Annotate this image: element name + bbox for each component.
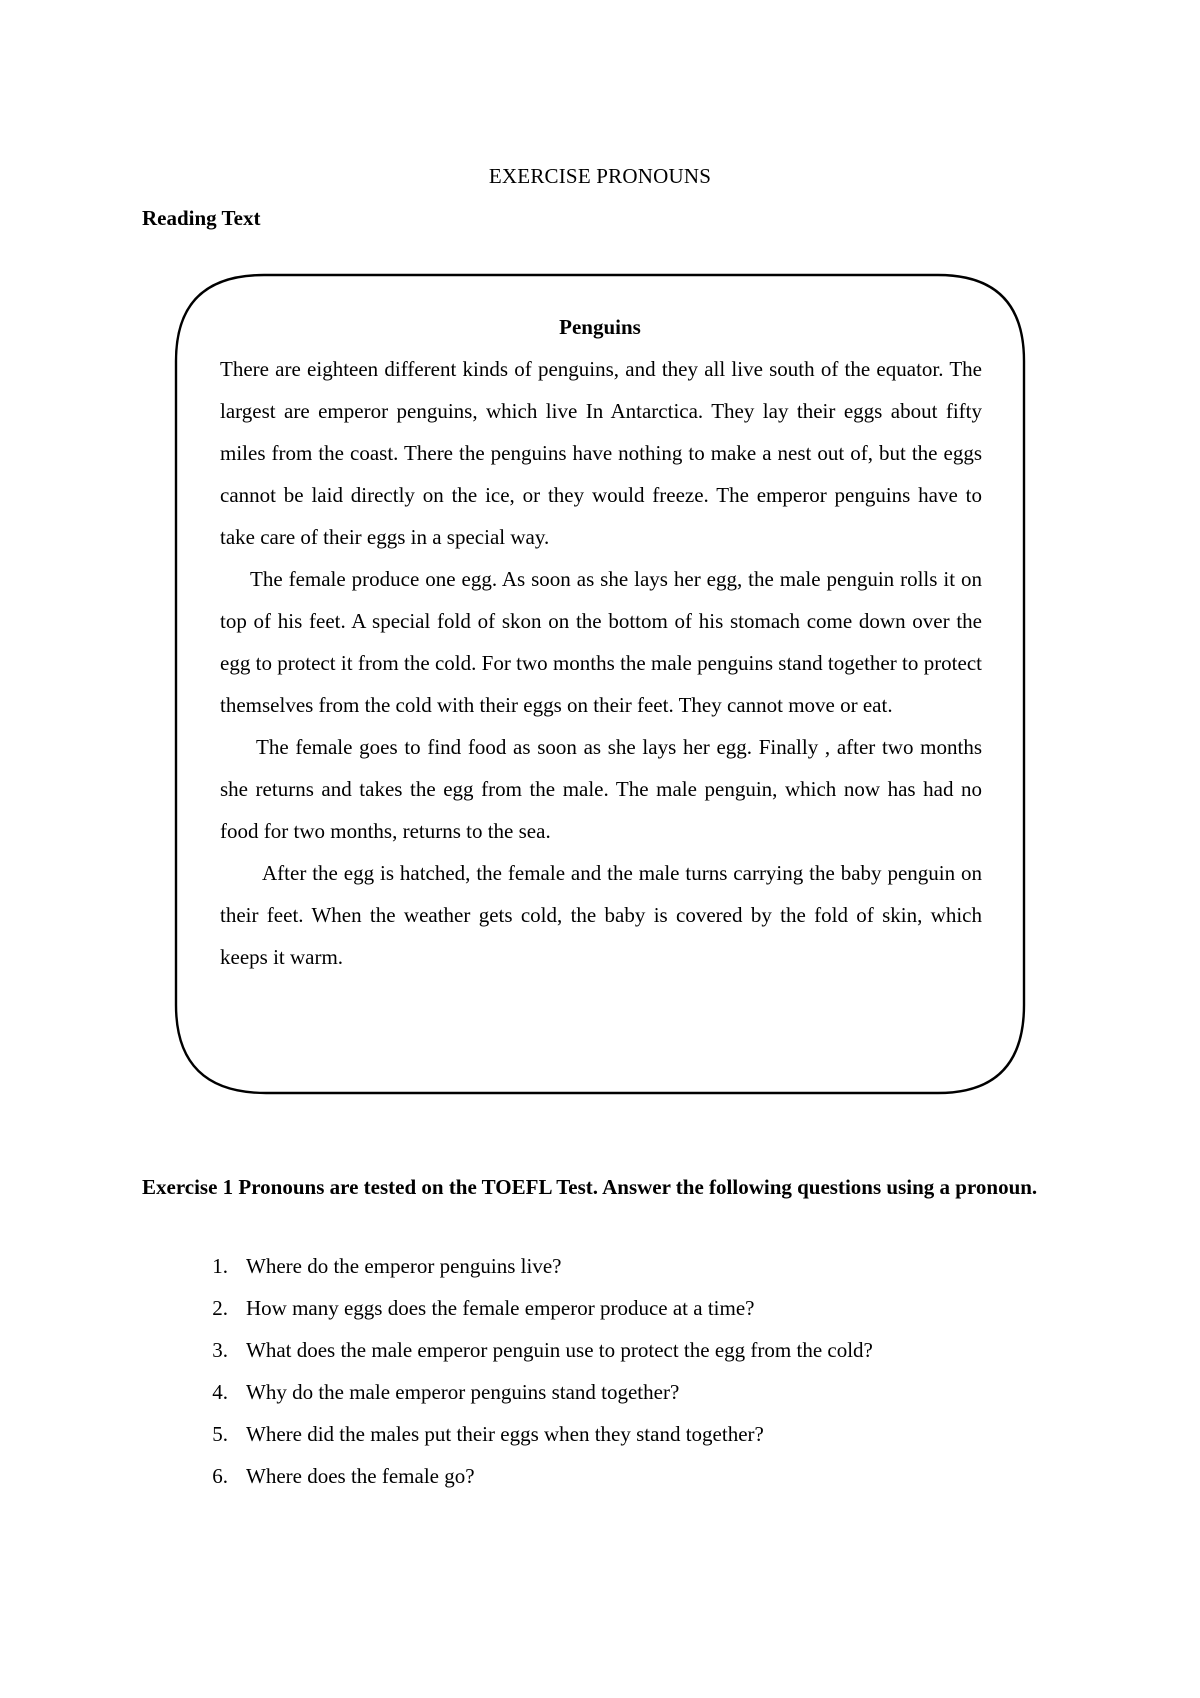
story-paragraph: After the egg is hatched, the female and the male turns carrying the baby penguin on their feet. When the weather gets cold, the baby is covered by the fold of skin, which keeps it warm.: [220, 861, 982, 969]
question-text: How many eggs does the female emperor produce at a time?: [246, 1296, 755, 1320]
question-number: 3.: [212, 1338, 228, 1362]
question-item: [142, 1287, 1042, 1329]
question-text: What does the male emperor penguin use to protect the egg from the cold?: [246, 1338, 873, 1362]
question-number: 5.: [212, 1422, 228, 1446]
question-text: Where do the emperor penguins live?: [246, 1254, 562, 1278]
story-paragraph: The female goes to find food as soon as she lays her egg. Finally , after two months she returns and takes the egg from the male. The male penguin, which now has had no food for two months, returns to the sea.: [220, 735, 982, 843]
story-paragraph: There are eighteen different kinds of penguins, and they all live south of the equator. The largest are emperor penguins, which live In Antarctica. They lay their eggs about fifty miles from the coast. There the penguins have nothing to make a nest out of, but the eggs cannot be laid directly on the ice, or they would freeze. The emperor penguins have to take care of their eggs in a special way.: [220, 357, 982, 549]
reading-text-heading: Reading Text: [142, 206, 261, 230]
question-text: Where did the males put their eggs when they stand together?: [246, 1422, 764, 1446]
page-title: EXERCISE PRONOUNS: [488, 164, 712, 188]
question-number: 2.: [212, 1296, 228, 1320]
question-number: 1.: [212, 1254, 228, 1278]
story-title: Penguins: [559, 315, 641, 339]
question-item: [142, 1371, 1042, 1413]
question-item: [142, 1329, 1042, 1371]
question-item: [142, 1413, 1042, 1455]
question-text: Why do the male emperor penguins stand together?: [246, 1380, 680, 1404]
question-list: [142, 1245, 1042, 1497]
exercise-heading: Exercise 1 Pronouns are tested on the TOEFL Test. Answer the following questions using a pronoun.: [142, 1175, 1038, 1199]
question-number: 4.: [212, 1380, 228, 1404]
question-text: Where does the female go?: [246, 1464, 475, 1488]
question-item: [142, 1455, 1042, 1497]
story-paragraph: The female produce one egg. As soon as she lays her egg, the male penguin rolls it on top of his feet. A special fold of skon on the bottom of his stomach come down over the egg to protect it from the cold. For two months the male penguins stand together to protect themselves from the cold with their eggs on their feet. They cannot move or eat.: [220, 567, 982, 717]
story-body: [220, 348, 982, 978]
question-number: 6.: [212, 1464, 228, 1488]
question-item: [142, 1245, 1042, 1287]
